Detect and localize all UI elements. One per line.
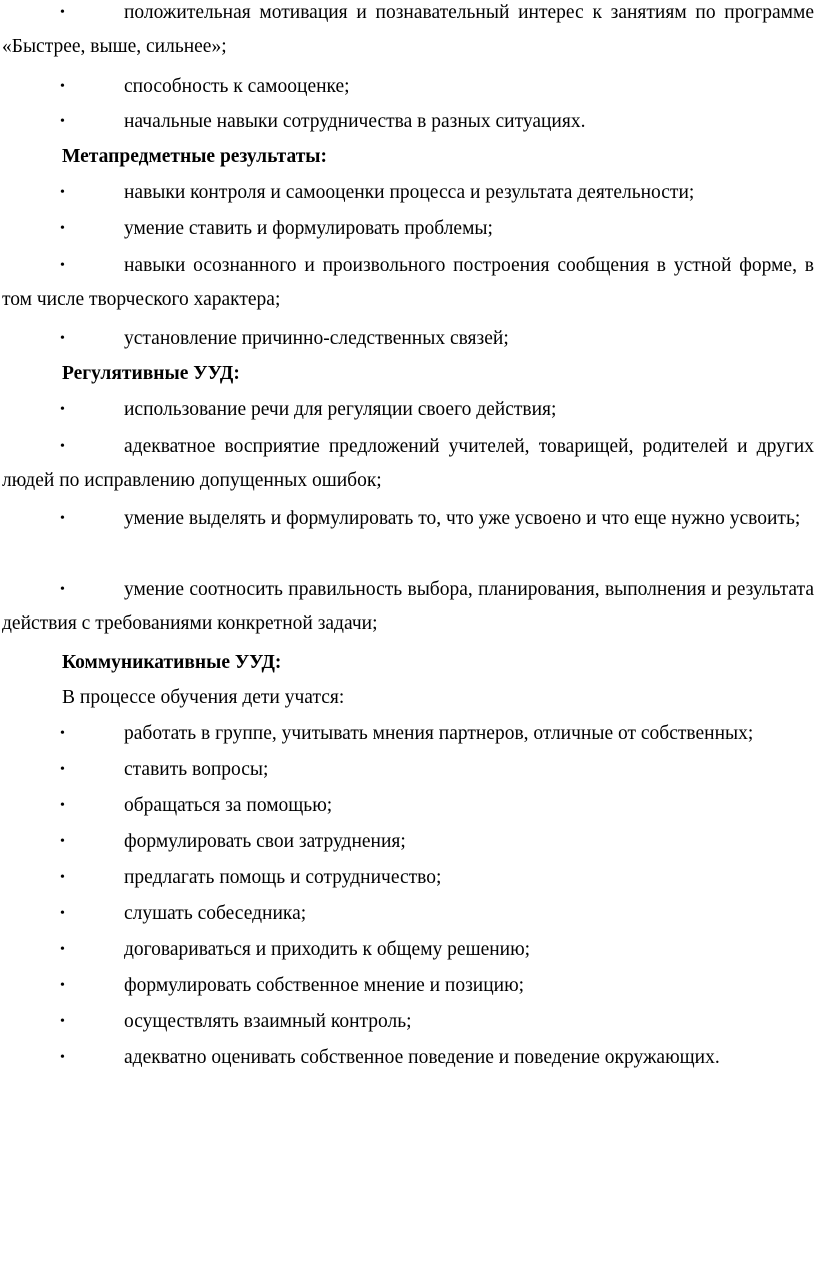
list-item [2,861,814,895]
bullet-icon: • [60,870,65,885]
list-item [2,717,814,751]
list-item [2,897,814,931]
list-item-text: адекватно оценивать собственное поведение и поведение окружающих. [124,1047,720,1068]
bullet-icon: • [60,331,65,346]
list-item-text: навыки осознанного и произвольного построения сообщения в устной форме, в том числе творческого характера; [2,255,814,310]
bullet-icon: • [60,439,65,454]
bullet-icon: • [60,942,65,957]
section-heading-regulatory: Регулятивные УУД: [62,363,240,384]
list-item [2,0,814,64]
list-item-text: использование речи для регуляции своего действия; [124,399,557,420]
list-item [2,430,814,498]
list-item [2,573,814,641]
list-item-text: слушать собеседника; [124,903,307,924]
bullet-icon: • [60,258,65,273]
bullet-icon: • [60,906,65,921]
bullet-icon: • [60,5,65,20]
list-item-text: осуществлять взаимный контроль; [124,1011,412,1032]
list-item [2,249,814,317]
bullet-icon: • [60,79,65,94]
list-item [2,105,814,139]
bullet-icon: • [60,402,65,417]
list-item [2,753,814,787]
bullet-icon: • [60,834,65,849]
list-item-text: умение ставить и формулировать проблемы; [124,218,493,239]
list-item [2,969,814,1003]
list-item [2,322,814,356]
list-item-text: адекватное восприятие предложений учителей, товарищей, родителей и других людей по исправлению допущенных ошибок; [2,436,814,491]
section-heading-communicative: Коммуникативные УУД: [62,652,282,673]
list-item [2,70,814,104]
list-item [2,1041,814,1075]
list-item [2,393,814,427]
list-item-text: навыки контроля и самооценки процесса и результата деятельности; [124,182,695,203]
list-item-text: формулировать собственное мнение и позицию; [124,975,525,996]
bullet-icon: • [60,762,65,777]
bullet-icon: • [60,114,65,129]
list-item-text: предлагать помощь и сотрудничество; [124,867,442,888]
bullet-icon: • [60,978,65,993]
list-item [2,1005,814,1039]
list-item-text: формулировать свои затруднения; [124,831,406,852]
bullet-icon: • [60,1050,65,1065]
list-item-text: ставить вопросы; [124,759,269,780]
list-item-text: работать в группе, учитывать мнения партнеров, отличные от собственных; [124,723,754,744]
list-item-text: начальные навыки сотрудничества в разных ситуациях. [124,111,586,132]
list-item-text: обращаться за помощью; [124,795,333,816]
bullet-icon: • [60,582,65,597]
list-item [2,825,814,859]
intro-paragraph: В процессе обучения дети учатся: [62,687,345,708]
list-item-text: умение выделять и формулировать то, что уже усвоено и что еще нужно усвоить; [124,508,801,529]
section-heading-metasubject: Метапредметные результаты: [62,146,328,167]
list-item [2,502,814,536]
list-item [2,212,814,246]
bullet-icon: • [60,726,65,741]
bullet-icon: • [60,221,65,236]
list-item [2,933,814,967]
list-item-text: положительная мотивация и познавательный интерес к занятиям по программе «Быстрее, выше, сильнее»; [2,2,814,57]
list-item-text: способность к самооценке; [124,76,350,97]
list-item [2,176,814,210]
list-item-text: договариваться и приходить к общему решению; [124,939,531,960]
bullet-icon: • [60,511,65,526]
bullet-icon: • [60,185,65,200]
list-item-text: установление причинно-следственных связей; [124,328,509,349]
bullet-icon: • [60,798,65,813]
bullet-icon: • [60,1014,65,1029]
list-item-text: умение соотносить правильность выбора, планирования, выполнения и результата действия с требованиями конкретной задачи; [2,579,814,634]
list-item [2,789,814,823]
